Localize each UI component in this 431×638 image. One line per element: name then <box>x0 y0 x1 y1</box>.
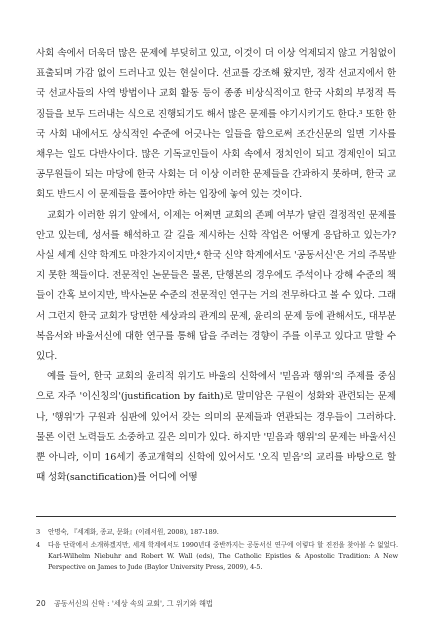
footnotes <box>36 527 398 575</box>
page-number: 20 <box>36 599 46 608</box>
paragraph-3: 예를 들어, 한국 교회의 윤리적 위기도 바울의 신학에서 '믿음과 행위'의 주제를 중심으로 자주 '이신칭의'(justification by faith)로 말미암은 구원이 성화와 관련되는 문제나, '행위'가 구원과 심판에 있어서 갖는 의미의 문제들과 연관되는 경우들이 그러하다. 물론 이런 노력들도 소중하고 깊은 의미가 있다. 하지만 '믿음과 행위'의 문제는 바울서신뿐 아니라, 이미 16세기 종교개혁의 신학에 있어서도 '오직 믿음'의 교리를 바탕으로 할 때 성화(sanctification)를 어디에 어떻 <box>36 371 396 484</box>
footnote-text: 다음 단락에서 소개하겠지만, 세계 학계에서도 1990년대 중반까지는 공동서신 연구에 이렇다 할 진전을 찾아볼 수 없었다. Karl-Wilhelm Niebuhr and Robert W. Wall (eds), The Catholic Epistles & Apostolic Tradition: A New Perspective on James to Jude (Baylor University Press, 2009), 4-5. <box>48 541 398 571</box>
paragraph-1: 사회 속에서 더욱더 많은 문제에 부딪히고 있고, 이것이 더 이상 억제되지 않고 거침없이 표출되며 가감 없이 드러나고 있는 현실이다. 선교를 강조해 왔지만, 정작 선교지에서 한국 선교사들의 사역 방법이나 교회 활동 등이 종종 비상식적이고 한국 사회의 부정적 특징들을 보두 드러내는 식으로 진행되기도 해서 많은 문제를 야기시키기도 한다.³ 또한 한국 사회 내에서도 상식적인 수준에 어긋나는 일들을 함으로써 조간신문의 일면 기사를 채우는 일도 다반사이다. 많은 기독교인들이 사회 속에서 정치인이 되고 경제인이 되고 공무원들이 되는 마당에 한국 사회는 더 이상 이러한 문제들을 간과하지 못하며, 한국 교회도 반드시 이 문제들을 풀어야만 하는 입장에 놓여 있는 것이다. <box>36 48 396 201</box>
paragraph-2: 교회가 이러한 위기 앞에서, 이제는 어쩌면 교회의 존폐 여부가 달린 결정적인 문제를 안고 있는데, 성서를 해석하고 갈 길을 제시하는 신학 작업은 어떻게 응답하고 있는가? 사실 세계 신약 학계도 마찬가지이지만,⁴ 한국 신약 학계에서도 '공동서신'은 거의 주목받지 못한 책들이다. 전문적인 논문들은 물론, 단행본의 경우에도 주석이나 강해 수준의 책들이 간혹 보이지만, 박사논문 수준의 전문적인 연구는 거의 전무하다고 볼 수 있다. 그래서 그런지 한국 교회가 당면한 세상과의 관계의 문제, 윤리의 문제 등에 관해서도, 대부분 복음서와 바울서신에 대한 연구를 통해 답을 주려는 경향이 주를 이루고 있다고 말할 수 있다. <box>36 209 396 363</box>
footnote-3 <box>36 527 398 538</box>
body-text <box>36 44 396 488</box>
footnote-divider <box>36 516 396 517</box>
running-title: 공동서신의 신학 : '세상 속의 교회', 그 위기와 해법 <box>53 599 213 608</box>
footnote-text: 안명숙, 『세계화, 종교, 문화』(이레서원, 2008), 187-189. <box>48 528 219 536</box>
running-footer <box>36 599 213 609</box>
footnote-4 <box>36 540 398 573</box>
footnote-number: 4 <box>36 541 41 549</box>
footnote-number: 3 <box>36 528 41 536</box>
